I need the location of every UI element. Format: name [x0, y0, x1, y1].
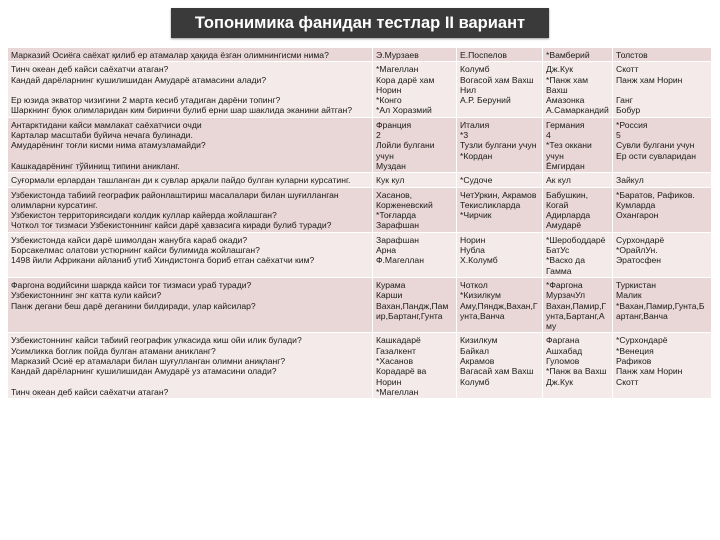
option-c-cell: Фаргана Ашхабад Гуломов *Панж ва Вахш Дж.Кук — [543, 333, 613, 399]
option-b-cell: Кизилкум Байкал Акрамов Вагасай хам Вахш Колумб — [457, 333, 543, 399]
option-c-cell: Германия 4 *Тез оккани учун Ёмгирдан — [543, 118, 613, 173]
option-c-cell: *Шерободдарё БатУс *Васко да Гамма — [543, 233, 613, 278]
question-cell: Узбекистонда кайси дарё шимолдан жанубга караб окади? Борсакелмас олатови устюрнинг кайси булимида жойлашган? 1498 йили Африкани айланиб утиб Хиндистонга бориб етган саёхатчи ким? — [8, 233, 373, 278]
option-a-cell: *Магеллан Кора дарё хам Норин *Конго *Ал Хоразмий — [373, 62, 457, 117]
option-a-cell: Кашкадарё Газалкент *Хасанов Корадарё ва Норин *Магеллан — [373, 333, 457, 399]
option-d-cell: Толстов — [613, 48, 712, 62]
option-b-cell: Италия *3 Тузли булгани учун *Кордан — [457, 118, 543, 173]
option-d-cell: Сурхондарё *ОрайлУн. Эратосфен — [613, 233, 712, 278]
question-cell: Узбекистонда табиий географик районлаштириш масалалари билан шуғилланган олимларни курсатинг. Узбекистон территориясидаги колдик куллар кайерда жойлашган? Чоткол тоғ тизмаси Узбекистоннинг кайси дарё ҳавзасига киради булиб туради? — [8, 188, 373, 233]
option-a-cell: Курама Карши Вахан,Пандж,Памир,Бартанг,Гунта — [373, 278, 457, 333]
table-row — [8, 118, 712, 173]
option-c-cell: Бабушкин, Когай Адирларда Амударё — [543, 188, 613, 233]
option-b-cell: *Судоче — [457, 173, 543, 187]
quiz-table — [8, 48, 712, 399]
table-row — [8, 62, 712, 117]
table-row — [8, 173, 712, 187]
option-b-cell: Чоткол *Кизилкум Аму,Пяндж,Вахан,Гунта,Ванча — [457, 278, 543, 333]
option-d-cell: *Россия 5 Сувли булгани учун Ер ости сувларидан — [613, 118, 712, 173]
table-row — [8, 333, 712, 399]
option-c-cell: Ак кул — [543, 173, 613, 187]
option-c-cell: *Фаргона МурзачУл Вахан,Памир,Гунта,Бартанг,Аму — [543, 278, 613, 333]
question-cell: Фаргона водийсини шаркда кайси тоғ тизмаси ураб туради? Узбекистоннинг энг катта кули кайси? Панж дегани беш дарё деганини билдиради, улар кайсилар? — [8, 278, 373, 333]
question-cell: Тинч океан деб кайси саёхатчи атаган? Кандай дарёларнинг кушилишидан Амударё атамасини алади? Ер юзида экватор чизигини 2 марта кесиб утадиган дарёни топинг? Шаркнинг буюк олимларидан ким биринчи булиб ерни шар шаклида эканини айтган? — [8, 62, 373, 117]
option-a-cell: Э.Мурзаев — [373, 48, 457, 62]
option-a-cell: Кук кул — [373, 173, 457, 187]
option-d-cell: *Баратов, Рафиков. Кумларда Охангарон — [613, 188, 712, 233]
page-title: Топонимика фанидан тестлар II вариант — [194, 13, 526, 32]
table-row — [8, 278, 712, 333]
option-b-cell: Е.Поспелов — [457, 48, 543, 62]
option-b-cell: Колумб Вогасой хам Вахш Нил А.Р. Беруний — [457, 62, 543, 117]
option-d-cell: *Сурхондарё *Венеция Рафиков Панж хам Норин Скотт — [613, 333, 712, 399]
option-b-cell: ЧетУркин, Акрамов Текисликларда *Чирчик — [457, 188, 543, 233]
question-cell: Марказий Осиёга саёхат қилиб ер атамалар ҳақида ёзган олимнингисми нима? — [8, 48, 373, 62]
option-d-cell: Зайкул — [613, 173, 712, 187]
question-cell: Узбекистоннинг кайси табиий географик улкасида киш ойи илик булади? Усимликка боглик пойда булган атамани аникланг? Марказий Осиё ер атамалари билан шуғулланган олимни аниқланг? Кандай дарёларнинг кушилишидан Амударё уз атамасини олади? Тинч океан деб кайси саёхатчи атаган? — [8, 333, 373, 399]
option-d-cell: Скотт Панж хам Норин Ганг Бобур — [613, 62, 712, 117]
question-cell: Антарктидани кайси мамлакат саёхатчиси очди Карталар масштаби буйича нечага булинади. Амударёнинг тоғли кисми нима атамузламайди? Кашкадарёнинг тўйинищ типини аникланг. — [8, 118, 373, 173]
option-c-cell: *Вамберий — [543, 48, 613, 62]
page-title-banner — [171, 8, 549, 38]
option-a-cell: Зарафшан Арна Ф.Магеллан — [373, 233, 457, 278]
table-row — [8, 188, 712, 233]
table-row — [8, 48, 712, 62]
option-a-cell: Франция 2 Лойли булгани учун Муздан — [373, 118, 457, 173]
table-row — [8, 233, 712, 278]
option-b-cell: Норин Нубла Х.Колумб — [457, 233, 543, 278]
option-c-cell: Дж.Кук *Панж хам Вахш Амазонка А.Самаркандий — [543, 62, 613, 117]
quiz-table-body — [8, 48, 712, 399]
option-a-cell: Хасанов, Корженевский *Тоғларда Зарафшан — [373, 188, 457, 233]
question-cell: Суғормали ерлардан ташланган ди к сувлар арқали пайдо булган куларни курсатинг. — [8, 173, 373, 187]
option-d-cell: Туркистан Малик *Вахан,Памир,Гунта,Бартанг,Ванча — [613, 278, 712, 333]
